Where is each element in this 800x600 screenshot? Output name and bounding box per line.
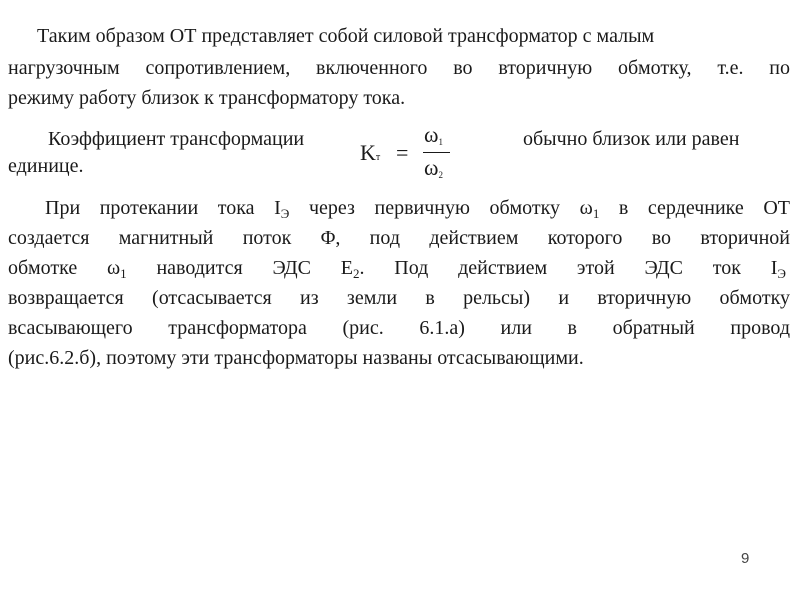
para3-line6: (рис.6.2.б), поэтому эти трансформаторы названы отсасывающими. bbox=[8, 347, 584, 369]
para3-line5: всасывающего трансформатора (рис. 6.1.а) или в обратный провод bbox=[8, 317, 790, 339]
formula-lhs: Kт bbox=[360, 140, 381, 165]
para3-line1: При протекании тока $I_Э$ через первичную обмотку $\omega_1$ в сердечнике ОТ bbox=[45, 197, 791, 221]
para2-before-formula: Коэффициент трансформации bbox=[48, 128, 305, 150]
para3-line4: возвращается (отсасывается из земли в рельсы) и вторичную обмотку bbox=[8, 287, 790, 309]
para2-after-formula: обычно близок или равен bbox=[523, 128, 740, 150]
transformation-ratio-formula bbox=[360, 122, 460, 184]
para1-line2: нагрузочным сопротивлением, включенного во вторичную обмотку, т.е. по bbox=[8, 57, 790, 79]
para3-line2: создается магнитный поток Φ, под действием которого во вторичной bbox=[8, 227, 790, 249]
formula-fraction-bar bbox=[423, 152, 450, 153]
para2-last: единице. bbox=[8, 155, 84, 177]
formula-denominator: ω2 bbox=[424, 155, 443, 180]
formula-equals: = bbox=[396, 140, 409, 165]
para1-line3: режиму работу близок к трансформатору тока. bbox=[8, 87, 406, 109]
formula-numerator: ω1 bbox=[424, 122, 443, 147]
para1-line1: Таким образом ОТ представляет собой силовой трансформатор с малым bbox=[37, 25, 655, 47]
page-number: 9 bbox=[741, 550, 750, 567]
para3-line3: обмотке $\omega_1$ наводится ЭДС $E_2$. Под действием этой ЭДС ток $I_Э$ bbox=[8, 257, 786, 281]
